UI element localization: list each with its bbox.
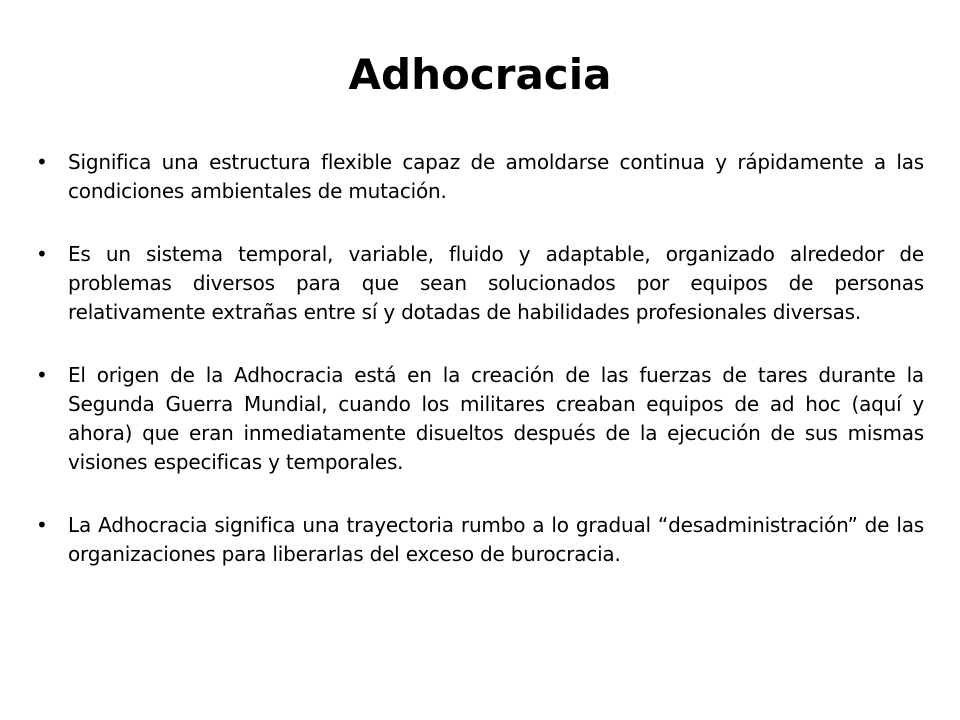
bullet-list (36, 148, 924, 603)
slide-title: Adhocracia (348, 50, 612, 99)
bullet-item (36, 361, 924, 477)
bullet-icon: • (36, 513, 48, 537)
bullet-item (36, 148, 924, 206)
bullet-icon: • (36, 242, 48, 266)
bullet-item (36, 511, 924, 569)
bullet-item (36, 240, 924, 327)
bullet-text: Significa una estructura flexible capaz de amoldarse continua y rápidamente a las condiciones ambientales de mutación. (68, 150, 924, 203)
bullet-icon: • (36, 150, 48, 174)
bullet-icon: • (36, 363, 48, 387)
bullet-text: Es un sistema temporal, variable, fluido y adaptable, organizado alrededor de problemas diversos para que sean solucionados por equipos de personas relativamente extrañas entre sí y dotadas de habilidades profesionales diversas. (68, 242, 924, 324)
bullet-text: El origen de la Adhocracia está en la creación de las fuerzas de tares durante la Segunda Guerra Mundial, cuando los militares creaban equipos de ad hoc (aquí y ahora) que eran inmediatamente disueltos después de la ejecución de sus mismas visiones especificas y temporales. (68, 363, 924, 474)
bullet-text: La Adhocracia significa una trayectoria rumbo a lo gradual “desadministración” de las organizaciones para liberarlas del exceso de burocracia. (68, 513, 924, 566)
